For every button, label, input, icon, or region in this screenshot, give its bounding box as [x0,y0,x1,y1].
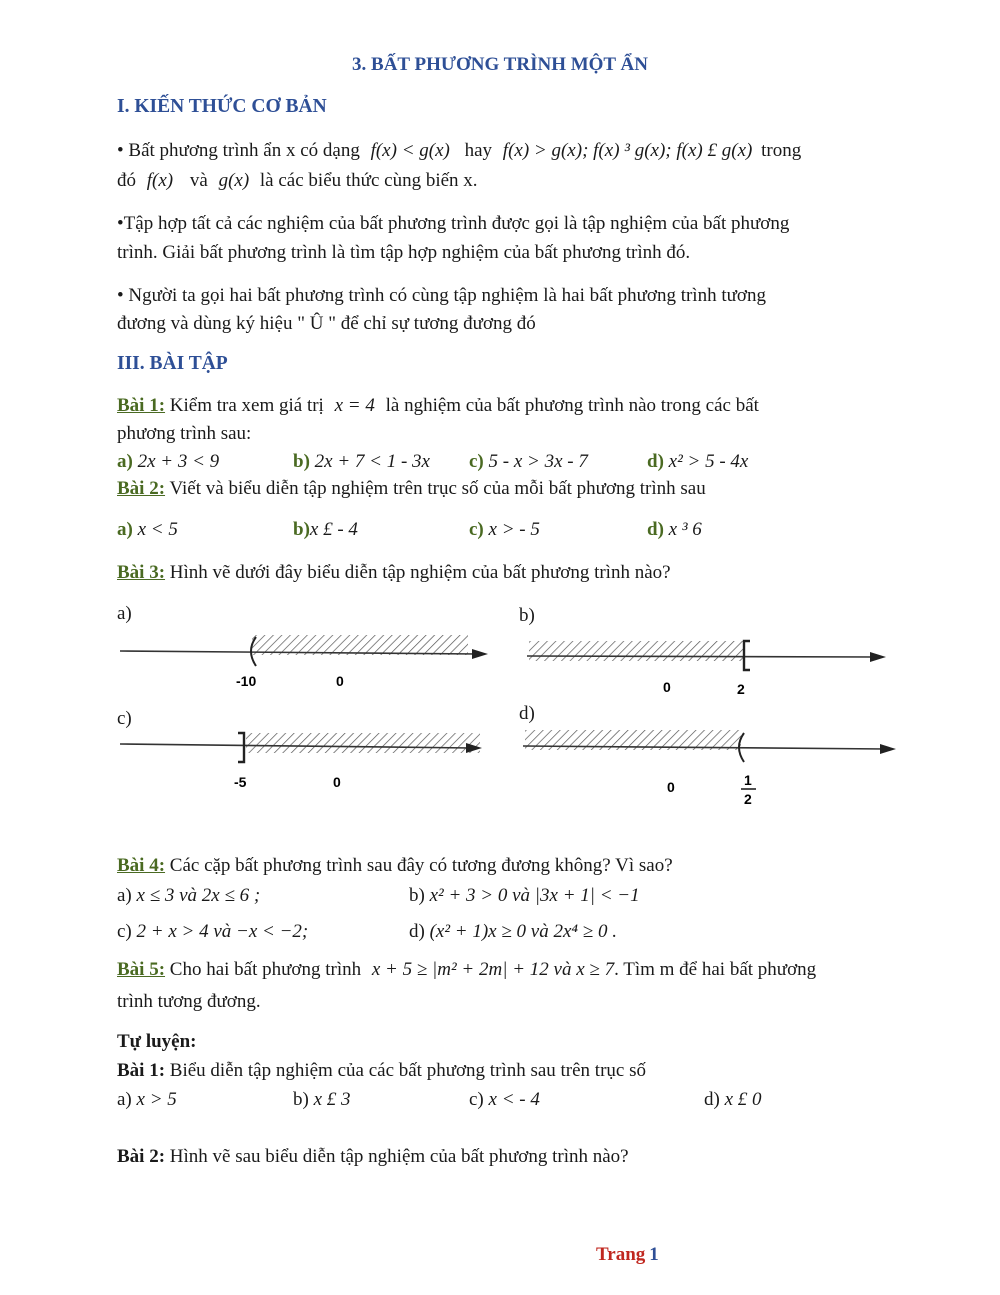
option-label: a) [117,885,132,906]
exercise-5-math: x + 5 ≥ |m² + 2m| + 12 và x ≥ 7 [371,959,615,980]
option-label: d) [647,451,664,472]
figure-b-label: b) [519,605,535,626]
exercise-4-label: Bài 4: [117,855,166,876]
option-label: b) [293,451,310,472]
option-math: x > - 5 [488,519,540,540]
exercise-3-label: Bài 3: [117,562,166,583]
practice-heading: Tự luyện: [117,1031,197,1052]
exercise-4-option-a [117,885,260,907]
practice-2-label: Bài 2: [117,1146,166,1167]
option-label: a) [117,519,133,540]
option-math: x² > 5 - 4x [668,451,749,472]
open-parenthesis-mark [251,637,256,666]
math-fx: f(x) [146,170,174,191]
axis-line [527,656,876,657]
tick-label: 0 [333,774,341,790]
practice-1-option-c [469,1089,540,1111]
option-math: x < 5 [137,519,178,540]
option-label: d) [704,1089,720,1110]
bullet-equivalence-line1: • Người ta gọi hai bất phương trình có cùng tập nghiệm là hai bất phương trình tương [117,285,766,306]
math-inequality: f(x) < g(x) [370,140,450,161]
page-title: 3. BẤT PHƯƠNG TRÌNH MỘT ẨN [352,54,648,75]
bullet-definition-line1 [117,140,801,162]
option-label: c) [469,451,484,472]
hatched-region [252,635,468,655]
option-math: x £ 0 [724,1089,762,1110]
tick-label: 0 [663,679,671,695]
option-label: d) [409,921,425,942]
exercise-1-label: Bài 1: [117,395,166,416]
exercise-4-option-c [117,921,308,943]
exercise-1-line2: phương trình sau: [117,423,252,444]
number-line-b [527,641,886,697]
option-math: x² + 3 > 0 và |3x + 1| < −1 [429,885,640,906]
footer-page-number: 1 [649,1244,659,1265]
open-parenthesis-mark [739,733,744,762]
exercise-1-option-c [469,451,588,473]
section-heading-exercises: III. BÀI TẬP [117,353,228,374]
exercise-1-option-a [117,451,219,473]
tick-label-denominator: 2 [744,791,752,807]
practice-1-line [117,1060,646,1082]
option-math: 5 - x > 3x - 7 [488,451,588,472]
tick-label: 0 [667,779,675,795]
axis-arrowhead [472,649,488,659]
figure-d-label: d) [519,703,535,724]
footer-page-word: Trang [596,1244,646,1265]
tick-label: -5 [234,774,247,790]
option-label: d) [647,519,664,540]
practice-2-line [117,1146,629,1168]
option-label: a) [117,1089,132,1110]
option-label: c) [469,1089,484,1110]
exercise-1-math: x = 4 [334,395,375,416]
exercise-5-text: Cho hai bất phương trình [165,959,362,980]
option-math: 2 + x > 4 và −x < −2; [136,921,309,942]
exercise-5-line2: trình tương đương. [117,991,261,1012]
axis-arrowhead [870,652,886,662]
option-math: (x² + 1)x ≥ 0 và 2x⁴ ≥ 0 . [429,921,617,942]
option-label: a) [117,451,133,472]
exercise-4-option-b [409,885,640,907]
exercise-3-text: Hình vẽ dưới đây biểu diễn tập nghiệm của bất phương trình nào? [165,562,671,583]
closed-bracket-mark [238,733,244,762]
exercise-4-text: Các cặp bất phương trình sau đây có tương đương không? Vì sao? [165,855,673,876]
exercise-1-line1 [117,395,759,417]
bullet-solution-set-line2: trình. Giải bất phương trình là tìm tập hợp nghiệm của bất phương trình đó. [117,242,691,263]
exercise-2-text: Viết và biểu diễn tập nghiệm trên trục số của mỗi bất phương trình sau [165,478,706,499]
option-math: 2x + 7 < 1 - 3x [314,451,430,472]
closed-bracket-mark [744,641,750,670]
option-math: x £ - 4 [309,519,358,540]
practice-2-text: Hình vẽ sau biểu diễn tập nghiệm của bất phương trình nào? [165,1146,629,1167]
bullet1-hay: hay [464,140,493,161]
number-line-d [523,730,896,807]
practice-1-option-a [117,1089,177,1111]
option-math: 2x + 3 < 9 [137,451,220,472]
practice-1-option-d [704,1089,762,1111]
bullet-equivalence-line2: đương và dùng ký hiệu " Û " để chỉ sự tương đương đó [117,313,536,334]
exercise-4-line [117,855,673,877]
option-label: b) [409,885,425,906]
tick-label: 0 [336,673,344,689]
math-inequality-list: f(x) > g(x); f(x) ³ g(x); f(x) £ g(x) [502,140,753,161]
bullet1-do: đó [117,170,136,191]
option-label: c) [117,921,132,942]
page-footer [596,1244,659,1266]
number-line-c [120,733,482,790]
option-math: x £ 3 [313,1089,351,1110]
option-math: x < - 4 [488,1089,540,1110]
practice-1-label: Bài 1: [117,1060,166,1081]
bullet-solution-set-line1: •Tập hợp tất cả các nghiệm của bất phương trình được gọi là tập nghiệm của bất phương [117,213,790,234]
axis-line [120,651,478,654]
option-label: b) [293,519,310,540]
exercise-2-option-c [469,519,540,541]
bullet1-tail: là các biểu thức cùng biến x. [259,170,478,191]
option-math: x > 5 [136,1089,177,1110]
tick-label: 2 [737,681,745,697]
number-line-a [120,635,488,689]
exercise-2-option-a [117,519,178,541]
option-label: c) [469,519,484,540]
exercise-3-line [117,562,671,584]
tick-label-numerator: 1 [744,772,752,788]
math-gx: g(x) [218,170,250,191]
bullet1-trong: trong [761,140,802,161]
exercise-4-option-d [409,921,617,943]
hatched-region [246,733,480,753]
exercise-1-option-b [293,451,430,473]
axis-arrowhead [466,743,482,753]
exercise-1-text: Kiểm tra xem giá trị [165,395,324,416]
exercise-1-text2: là nghiệm của bất phương trình nào trong các bất [385,395,759,416]
exercise-2-option-d [647,519,702,541]
hatched-region [529,641,743,661]
exercise-2-line [117,478,706,500]
figure-c-label: c) [117,708,132,729]
hatched-region [525,730,741,750]
exercise-2-option-b [293,519,358,541]
bullet1-va: và [189,170,208,191]
exercise-5-label: Bài 5: [117,959,166,980]
option-math: x ≤ 3 và 2x ≤ 6 ; [136,885,261,906]
option-math: x ³ 6 [668,519,702,540]
bullet-definition-line2 [117,170,478,192]
practice-1-option-b [293,1089,351,1111]
exercise-1-option-d [647,451,748,473]
axis-arrowhead [880,744,896,754]
exercise-2-label: Bài 2: [117,478,166,499]
exercise-5-line1 [117,959,816,981]
practice-1-text: Biểu diễn tập nghiệm của các bất phương trình sau trên trục số [165,1060,646,1081]
tick-label: -10 [236,673,257,689]
exercise-5-text2: . Tìm m để hai bất phương [614,959,817,980]
axis-line [523,746,886,749]
figure-a-label: a) [117,603,132,624]
section-heading-basics: I. KIẾN THỨC CƠ BẢN [117,96,327,117]
axis-line [120,744,472,748]
bullet1-text: • Bất phương trình ẩn x có dạng [117,140,360,161]
option-label: b) [293,1089,309,1110]
